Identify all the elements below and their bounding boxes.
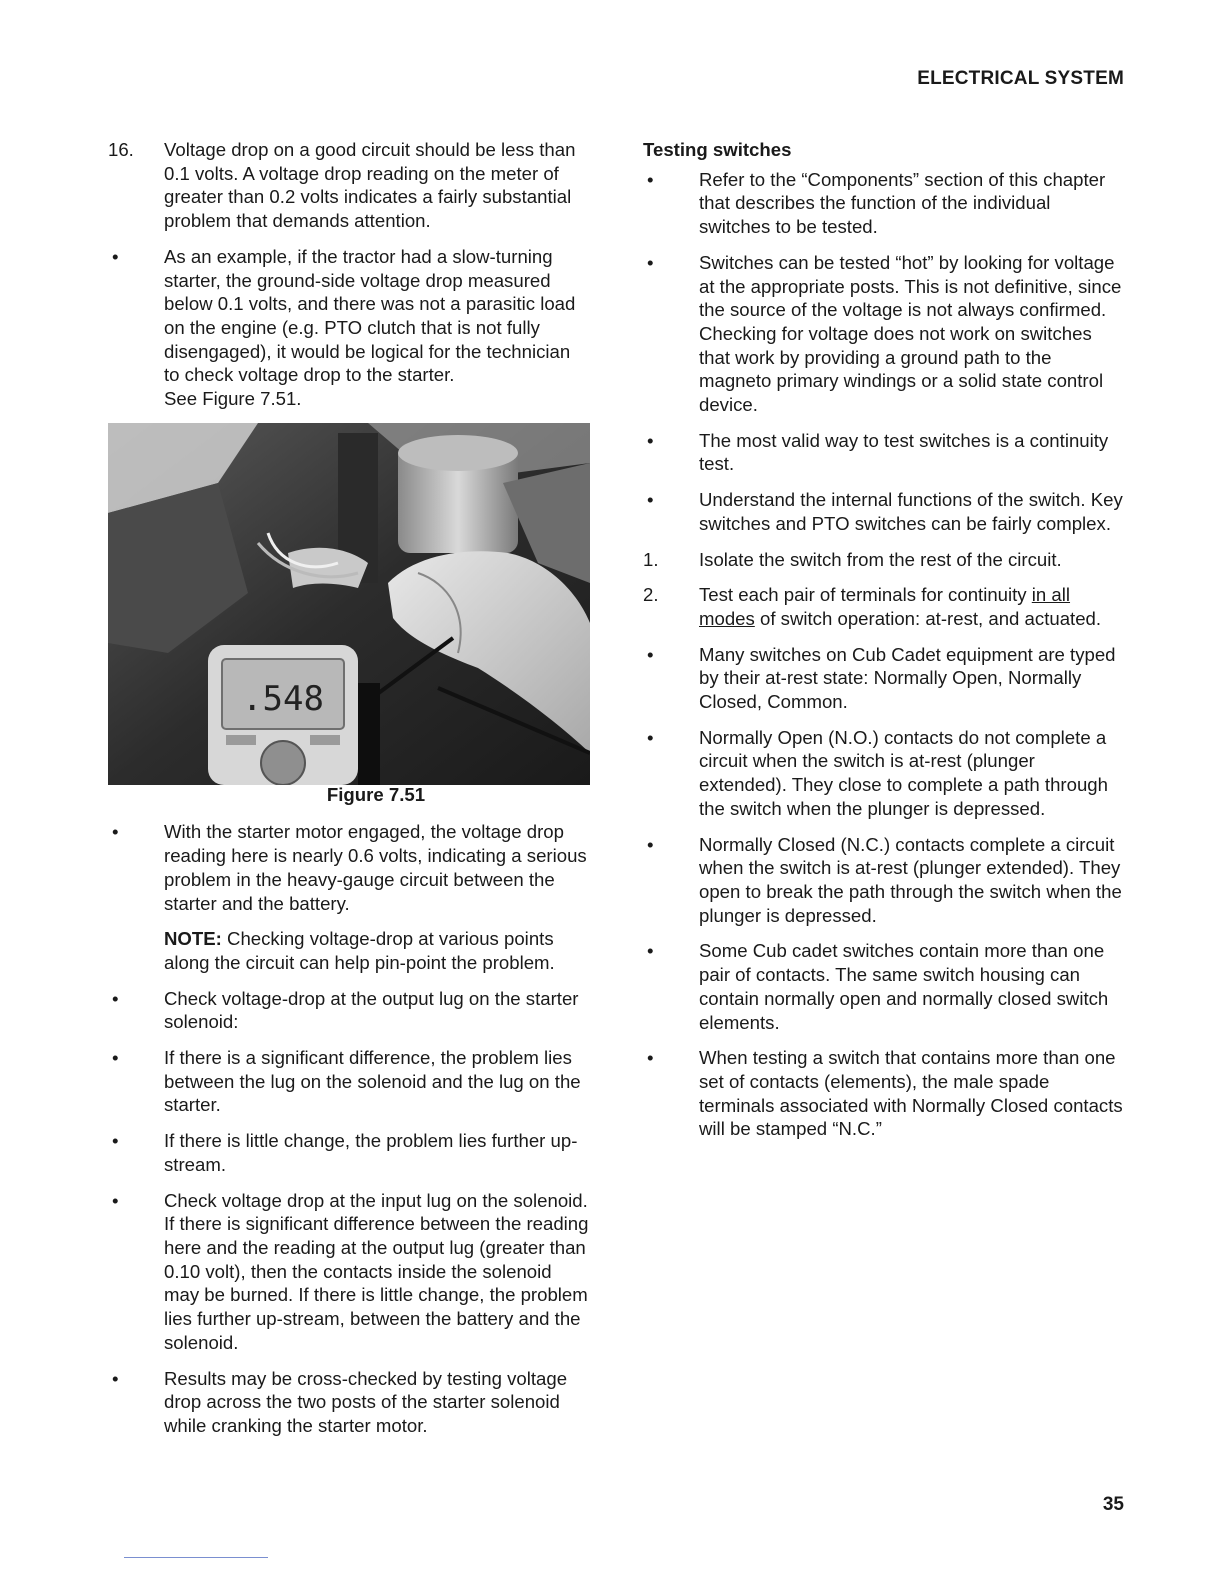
numbered-step-1	[643, 548, 1125, 572]
bullet-text: Refer to the “Components” section of this chapter that describes the function of the individual switches to be tested.	[699, 168, 1106, 238]
item-number: 16.	[108, 139, 134, 160]
bullet-icon: •	[112, 987, 119, 1009]
bullet-item	[108, 245, 590, 411]
bullet-item	[108, 987, 590, 1034]
section-heading: Testing switches	[643, 139, 792, 160]
bullet-item	[643, 251, 1125, 417]
left-column	[108, 138, 590, 1450]
bullet-item	[643, 429, 1125, 476]
bullet-icon: •	[647, 251, 654, 273]
bullet-item	[643, 488, 1125, 535]
bullet-item	[643, 939, 1125, 1034]
bullet-icon: •	[647, 643, 654, 665]
bullet-icon: •	[112, 1047, 119, 1069]
bullet-icon: •	[112, 1130, 119, 1152]
bullet-text: Switches can be tested “hot” by looking for voltage at the appropriate posts. This is not definitive, since the source of the voltage is not always confirmed. Checking for voltage does not work on switches that work by providing a ground path to the magneto primary windings or a solid state control device.	[699, 251, 1122, 416]
bullet-item	[643, 643, 1125, 714]
bullet-text: The most valid way to test switches is a continuity test.	[699, 429, 1109, 475]
step-number: 1.	[643, 548, 659, 570]
right-column	[643, 138, 1125, 1153]
bullet-text: Normally Open (N.O.) contacts do not complete a circuit when the switch is at-rest (plunger extended). They close to complete a path through the switch when the plunger is depressed.	[699, 726, 1108, 819]
bullet-icon: •	[647, 833, 654, 855]
bullet-icon: •	[112, 1189, 119, 1211]
figure-7-51	[108, 423, 590, 807]
footer-divider	[124, 1557, 268, 1558]
note-block	[164, 927, 590, 974]
bullet-text: With the starter motor engaged, the voltage drop reading here is nearly 0.6 volts, indicating a serious problem in the heavy-gauge circuit between the starter and the battery.	[164, 821, 587, 914]
note-text: Checking voltage-drop at various points along the circuit can help pin-point the problem.	[164, 928, 555, 973]
meter-display-reading: .548	[242, 678, 324, 719]
step-text: Isolate the switch from the rest of the circuit.	[699, 548, 1062, 570]
page-number: 35	[1102, 1494, 1124, 1515]
bullet-icon: •	[112, 821, 119, 843]
bullet-icon: •	[647, 1047, 654, 1069]
bullet-icon: •	[647, 429, 654, 451]
step-number: 2.	[643, 584, 659, 606]
bullet-text: Understand the internal functions of the switch. Key switches and PTO switches can be fairly complex.	[699, 489, 1123, 534]
page-header-title: ELECTRICAL SYSTEM	[917, 68, 1124, 89]
note-label: NOTE:	[164, 928, 222, 950]
bullet-text: Many switches on Cub Cadet equipment are typed by their at-rest state: Normally Open, Normally Closed, Common.	[699, 643, 1116, 713]
bullet-item	[108, 1367, 590, 1438]
bullet-text: If there is little change, the problem lies further up-stream.	[164, 1130, 578, 1175]
bullet-text: As an example, if the tractor had a slow-turning starter, the ground-side voltage drop measured below 0.1 volts, and there was not a parasitic load on the engine (e.g. PTO clutch that is not fully disengaged), it would be logical for the technician to check voltage drop to the starter.	[164, 245, 576, 386]
numbered-item-16	[108, 138, 590, 233]
bullet-item	[643, 1046, 1125, 1141]
bullet-icon: •	[112, 245, 119, 267]
figure-caption: Figure 7.51	[326, 783, 426, 805]
bullet-item	[643, 833, 1125, 928]
bullet-text: When testing a switch that contains more than one set of contacts (elements), the male spade terminals associated with Normally Closed contacts will be stamped “N.C.”	[699, 1047, 1123, 1140]
numbered-step-2	[643, 583, 1125, 630]
bullet-item	[108, 1189, 590, 1355]
step-text: Test each pair of terminals for continuity in all modes of switch operation: at-rest, and actuated.	[699, 584, 1102, 629]
bullet-text: Check voltage drop at the input lug on the solenoid. If there is significant difference between the reading here and the reading at the output lug (greater than 0.10 volt), then the contacts inside the solenoid may be burned. If there is little change, the problem lies further up-stream, between the battery and the solenoid.	[164, 1189, 589, 1353]
bullet-item	[108, 1129, 590, 1176]
bullet-text: Check voltage-drop at the output lug on the starter solenoid:	[164, 987, 579, 1033]
bullet-icon: •	[647, 726, 654, 748]
bullet-icon: •	[647, 168, 654, 190]
bullet-item	[108, 1046, 590, 1117]
underlined-emphasis: in all modes	[699, 584, 1071, 629]
figure-reference: See Figure 7.51.	[164, 388, 302, 410]
bullet-icon: •	[647, 940, 654, 962]
bullet-icon: •	[647, 489, 654, 511]
bullet-item	[643, 726, 1125, 821]
bullet-text: Normally Closed (N.C.) contacts complete a circuit when the switch is at-rest (plunger extended). They open to break the path through the switch when the plunger is depressed.	[699, 833, 1122, 926]
bullet-item	[108, 820, 590, 915]
multimeter-photo	[108, 423, 590, 785]
bullet-icon: •	[112, 1367, 119, 1389]
item-text: Voltage drop on a good circuit should be less than 0.1 volts. A voltage drop reading on the meter of greater than 0.2 volts indicates a fairly substantial problem that demands attention.	[164, 139, 576, 232]
bullet-item	[643, 168, 1125, 239]
bullet-text: Some Cub cadet switches contain more than one pair of contacts. The same switch housing can contain normally open and normally closed switch elements.	[699, 940, 1109, 1033]
bullet-text: Results may be cross-checked by testing voltage drop across the two posts of the starter solenoid while cranking the starter motor.	[164, 1367, 568, 1436]
bullet-text: If there is a significant difference, the problem lies between the lug on the solenoid and the lug on the starter.	[164, 1047, 581, 1116]
